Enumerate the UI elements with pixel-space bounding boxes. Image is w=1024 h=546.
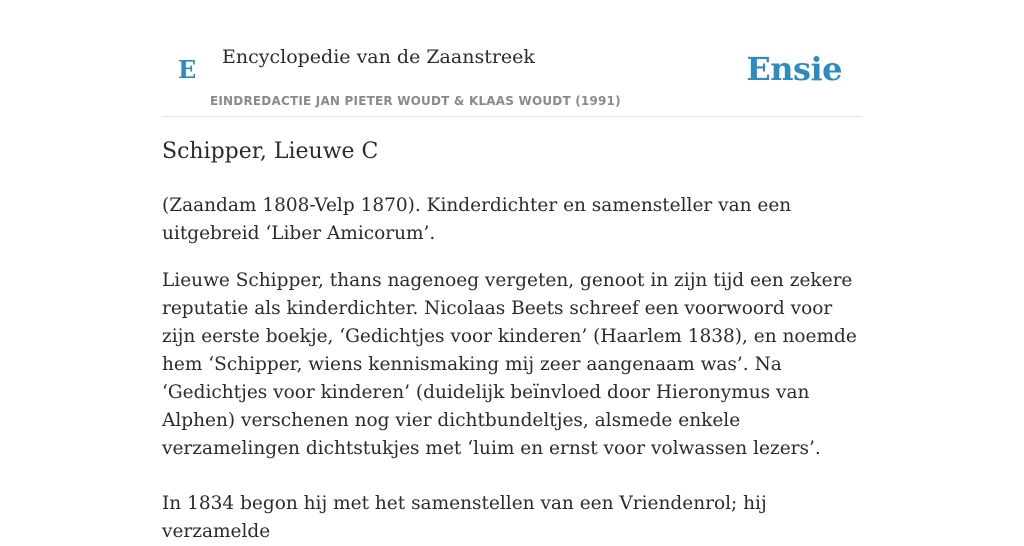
page-container: [162, 0, 862, 542]
article-title: Schipper, Lieuwe C: [162, 139, 379, 164]
brand-logo-link[interactable]: Ensie: [746, 50, 842, 88]
logo-icon[interactable]: E: [178, 55, 197, 84]
article-paragraph: In 1834 begon hij met het samenstellen van een Vriendenrol; hij verzamelde: [162, 493, 767, 542]
article-paragraph: (Zaandam 1808-Velp 1870). Kinderdichter en samensteller van een uitgebreid ‘Liber Amicorum’.: [162, 195, 792, 244]
site-subtitle: EINDREDACTIE JAN PIETER WOUDT & KLAAS WOUDT (1991): [210, 94, 621, 108]
site-header: [162, 0, 862, 117]
article-paragraph: Lieuwe Schipper, thans nagenoeg vergeten, genoot in zijn tijd een zekere reputatie als kinderdichter. Nicolaas Beets schreef een voorwoord voor zijn eerste boekje, ‘Gedichtjes voor kinderen’ (Haarlem 1838), en noemde hem ‘Schipper, wiens kennismaking mij zeer aangenaam was’. Na ‘Gedichtjes voor kinderen’ (duidelijk beïnvloed door Hieronymus van Alphen) verschenen nog vier dichtbundeltjes, alsmede enkele verzamelingen dichtstukjes met ‘luim en ernst voor volwassen lezers’.: [162, 270, 857, 459]
site-title-link[interactable]: Encyclopedie van de Zaanstreek: [222, 46, 535, 68]
